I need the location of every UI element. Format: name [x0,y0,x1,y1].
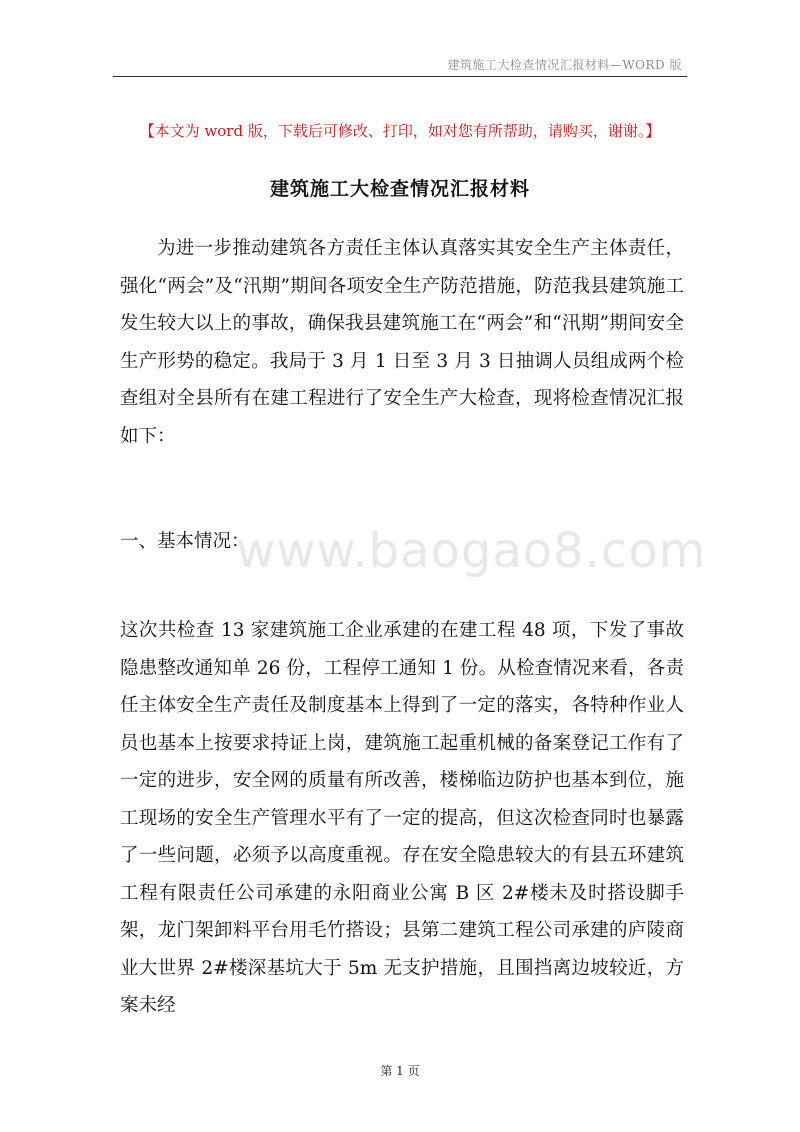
section-body-paragraph: 这次共检查 13 家建筑施工企业承建的在建工程 48 项，下发了事故隐患整改通知单 26 份，工程停工通知 1 份。从检查情况来看，各责任主体安全生产责任及制度基本上得到了一定的落实，各特种作业人员也基本上按要求持证上岗，建筑施工起重机械的备案登记工作有了一定的进步，安全网的质量有所改善，楼梯临边防护也基本到位，施工现场的安全生产管理水平有了一定的提高，但这次检查同时也暴露了一些问题，必须予以高度重视。存在安全隐患较大的有县五环建筑工程有限责任公司承建的永阳商业公寓 B 区 2#楼未及时搭设脚手架，龙门架卸料平台用毛竹搭设；县第二建筑工程公司承建的庐陵商业大世界 2#楼深基坑大于 5m 无支护措施，且围挡离边坡较近，方案未经 [120,620,684,1016]
section-heading-basic-info: 一、基本情况： [120,531,250,552]
page-number: 第 1 页 [380,1064,420,1078]
watermark: www.baogao8.com [236,523,707,579]
download-notice: 【本文为 word 版，下载后可修改、打印，如对您有所帮助，请购买，谢谢。】 [139,122,661,140]
page-header: 建筑施工大检查情况汇报材料—WORD 版 [447,58,682,72]
header-divider [113,76,687,77]
intro-paragraph: 为进一步推动建筑各方责任主体认真落实其安全生产主体责任，强化“两会”及“汛期”期间各项安全生产防范措施，防范我县建筑施工发生较大以上的事故，确保我县建筑施工在“两会”和“汛期”期间安全生产形势的稳定。我局于 3 月 1 日至 3 月 3 日抽调人员组成两个检查组对全县所有在建工程进行了安全生产大检查，现将检查情况汇报如下： [120,238,684,447]
document-title: 建筑施工大检查情况汇报材料 [269,178,530,200]
